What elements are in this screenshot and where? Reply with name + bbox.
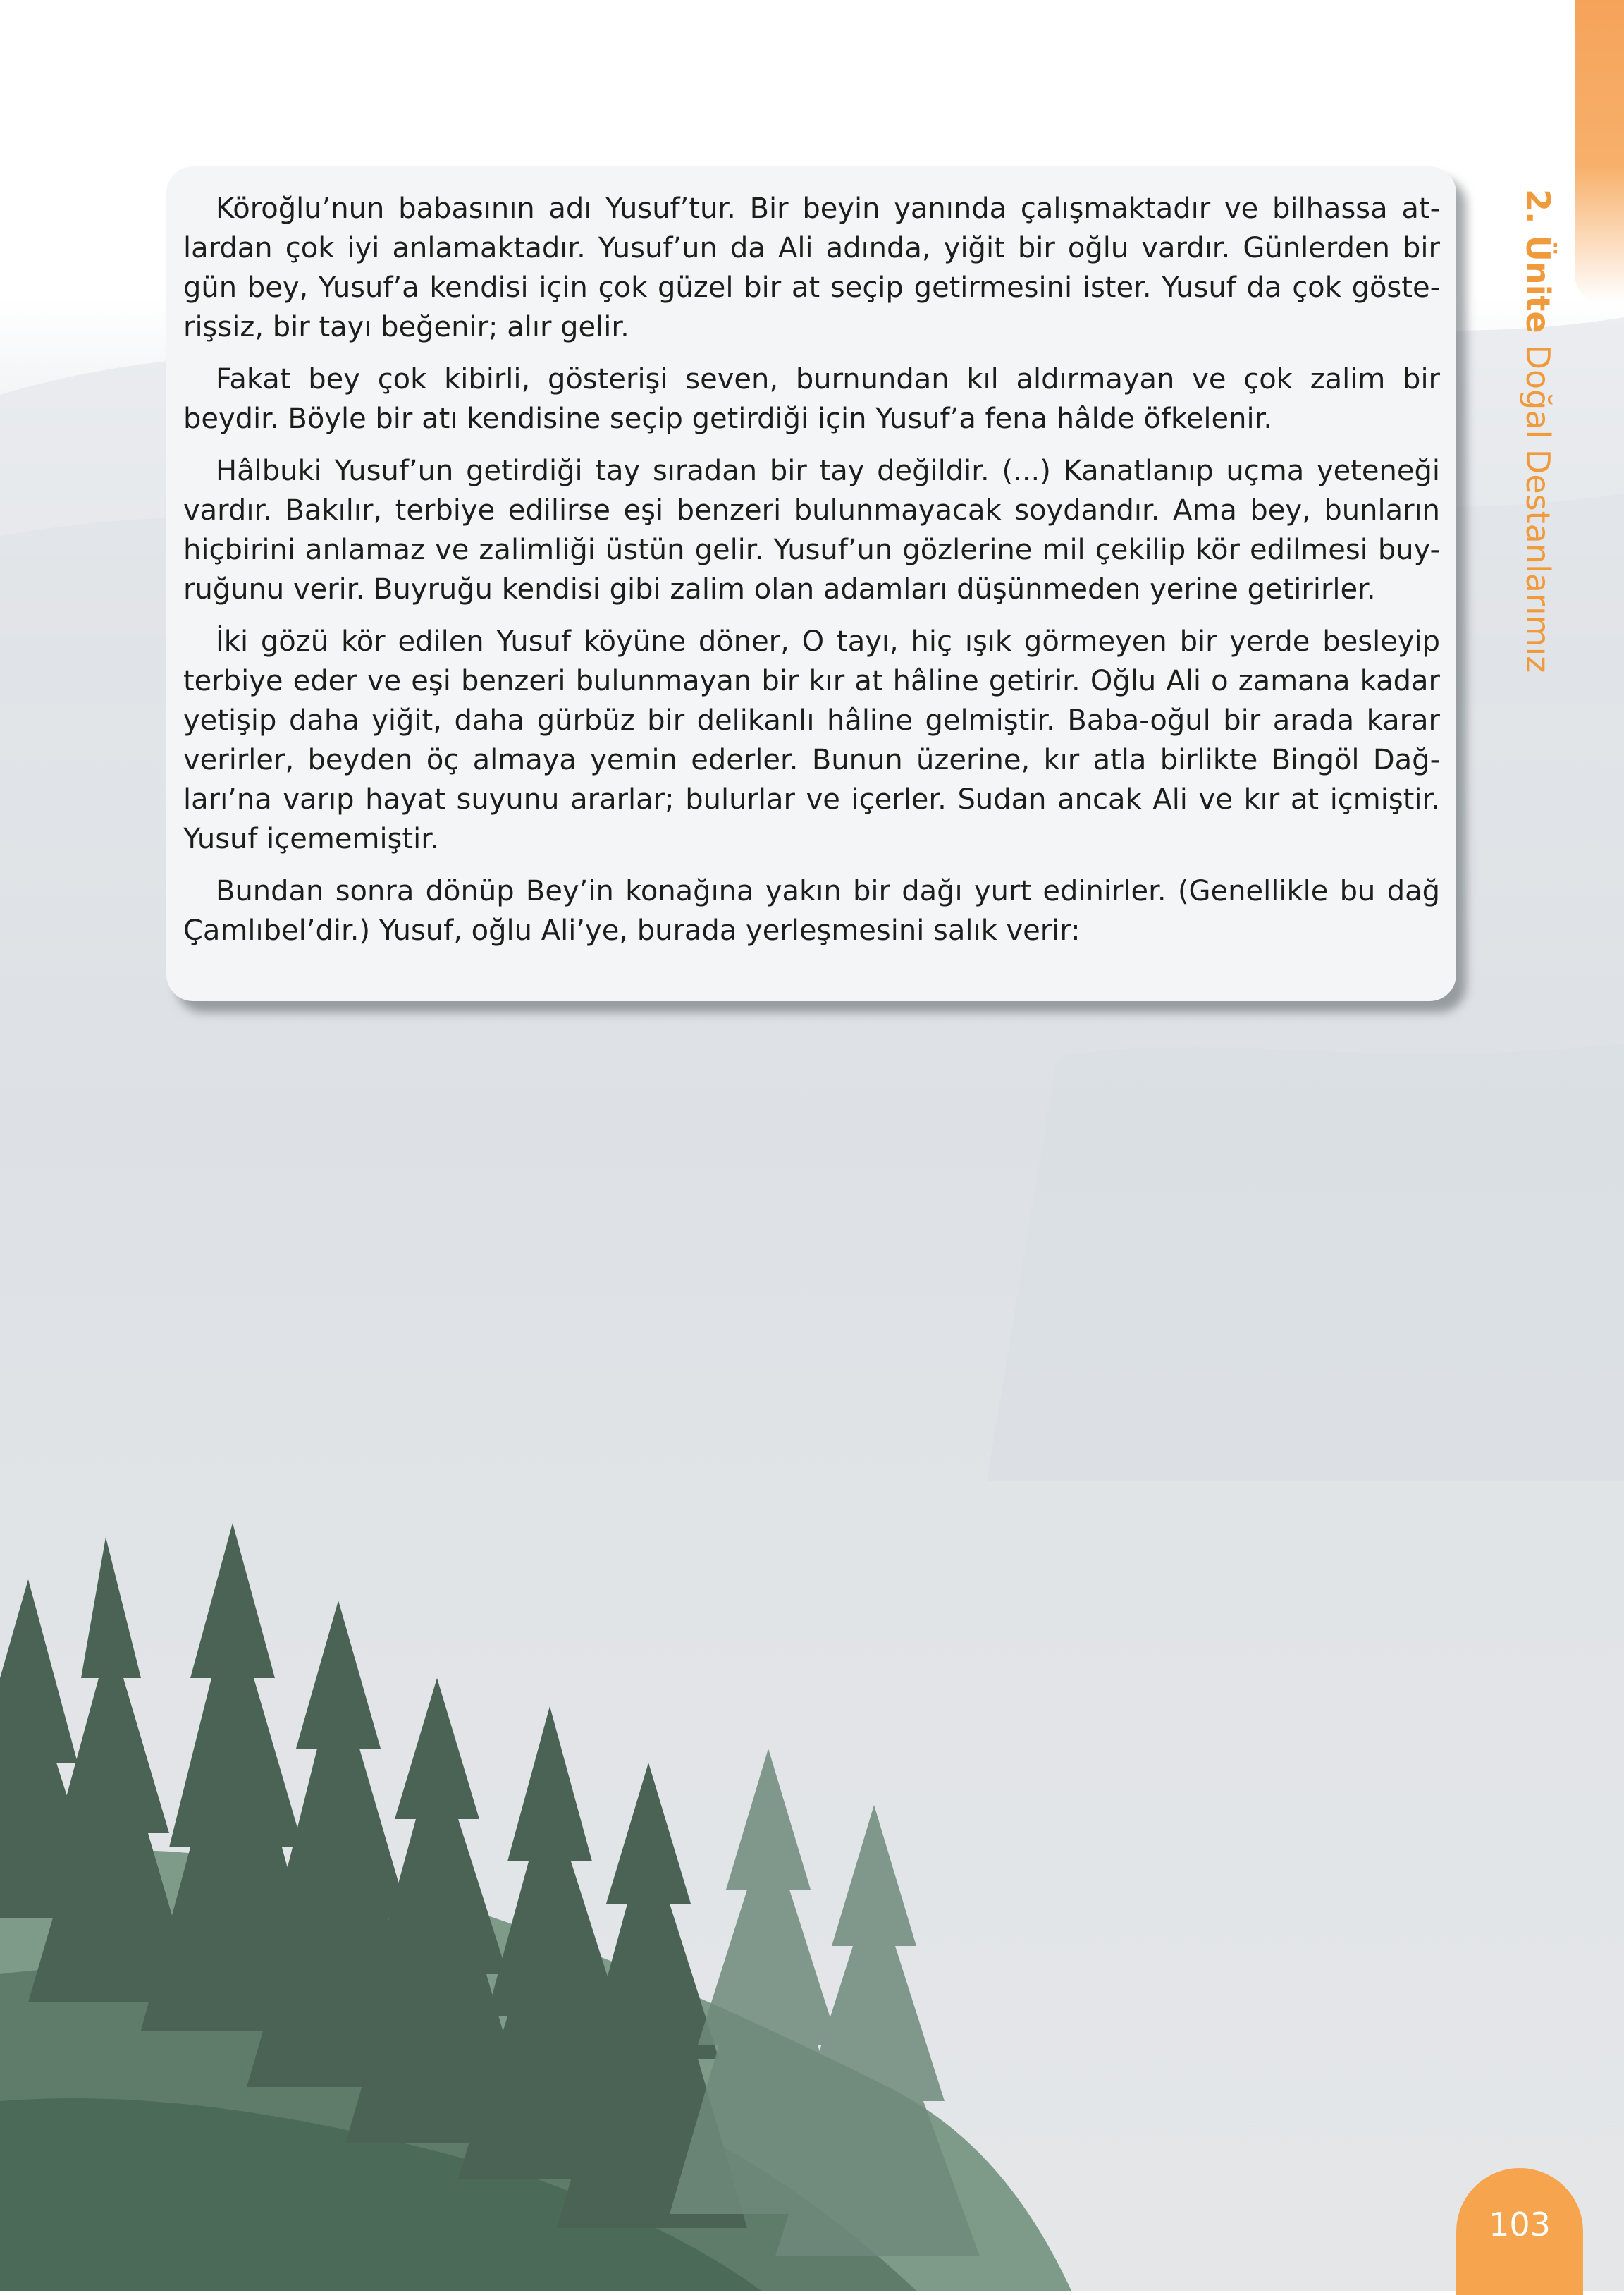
forest-illustration [0,1467,1624,2291]
unit-side-label [1519,189,1557,673]
paragraph-3: Hâlbuki Yusuf’un getirdiği tay sıradan bir tay değildir. (...) Kanatlanıp uçma yeteneği vardır. Bakılır, terbiye edilirse eşi benzeri bulunmayacak soydandır. Ama bey, bunların hiçbirini anlamaz ve zalimliği üstün gelir. Yusuf’un gözlerine mil çekilip kör edilmesi buy-ruğunu verir. Buyruğu kendisi gibi zalim olan adamları düşünmeden yerine getirirler. [183,455,1440,606]
paragraph-2: Fakat bey çok kibirli, gösterişi seven, burnundan kıl aldırmayan ve çok zalim bir beydir. Böyle bir atı kendisine seçip getirdiği için Yusuf’a fena hâlde öfkelenir. [183,363,1440,435]
paragraph-5: Bundan sonra dönüp Bey’in konağına yakın bir dağı yurt edinirler. (Genellikle bu dağ Çamlıbel’dir.) Yusuf, oğlu Ali’ye, burada yerleşmesini salık verir: [183,875,1440,947]
reading-text [183,189,1440,963]
paragraph-4: İki gözü kör edilen Yusuf köyüne döner, O tayı, hiç ışık görmeyen bir yerde besleyip terbiye eder ve eşi benzeri bulunmayan bir kır at hâline getirir. Oğlu Ali o zamana kadar yetişip daha yiğit, daha gürbüz bir delikanlı hâline gelmiştir. Baba-oğul bir arada karar verirler, beyden öç almaya yemin ederler. Bunun üzerine, kır atla birlikte Bingöl Dağ-ları’na varıp hayat suyunu ararlar; bulurlar ve içerler. Sudan ancak Ali ve kır at içmiştir. Yusuf içememiştir. [183,625,1440,855]
chapter-tab [1575,0,1624,303]
unit-title: Doğal Destanlarımız [1519,344,1557,673]
unit-number: 2. Ünite [1519,189,1557,345]
paragraph-1: Köroğlu’nun babasının adı Yusuf’tur. Bir beyin yanında çalışmaktadır ve bilhassa at-lardan çok iyi anlamaktadır. Yusuf’un da Ali adında, yiğit bir oğlu vardır. Günlerden bir gün bey, Yusuf’a kendisi için çok güzel bir at seçip getirmesini ister. Yusuf da çok göste-rişsiz, bir tayı beğenir; alır gelir. [183,192,1440,343]
page-number: 103 [1489,2205,1551,2244]
